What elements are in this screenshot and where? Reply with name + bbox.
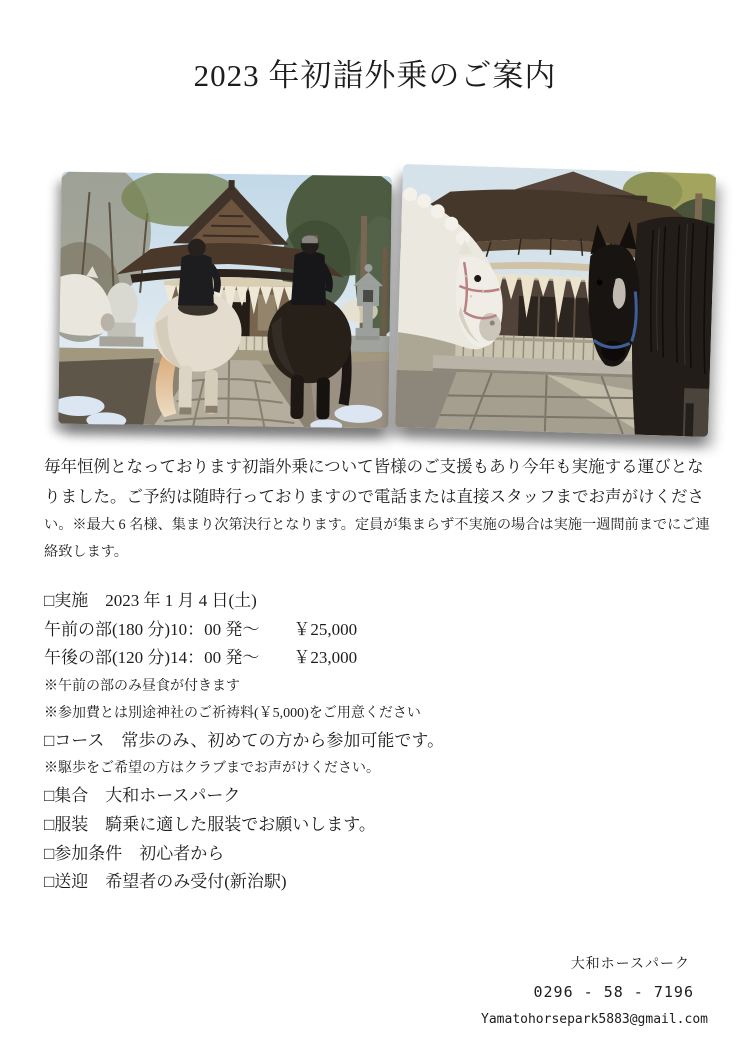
details-list xyxy=(44,587,734,897)
detail-line-fee-note: ※参加費とは別途神社のご祈祷料(￥5,000)をご用意ください xyxy=(44,705,421,721)
intro-line: りました。ご予約は随時行っておりますので電話または直接スタッフまでお声がけくださ xyxy=(44,487,704,506)
detail-line-meeting-place: □集合 大和ホースパーク xyxy=(44,786,241,806)
detail-line-afternoon-price: 午後の部(120 分)14：00 発～ ￥23,000 xyxy=(44,648,358,668)
detail-line-course: □コース 常歩のみ、初めての方から参加可能です。 xyxy=(44,730,445,750)
photo-shrine-riders xyxy=(58,172,391,429)
horses-closeup-illustration xyxy=(395,164,716,437)
detail-line-pickup: □送迎 希望者のみ受付(新治駅) xyxy=(44,872,287,892)
intro-line: 毎年恒例となっております初詣外乗について皆様のご支援もあり今年も実施する運びとな xyxy=(44,457,704,476)
detail-line-clothing: □服装 騎乗に適した服装でお願いします。 xyxy=(44,814,376,834)
email-address: Yamatohorsepark5883@gmail.com xyxy=(481,1012,708,1027)
intro-line: 絡致します。 xyxy=(44,544,128,560)
detail-line-canter-note: ※駆歩をご希望の方はクラブまでお声がけください。 xyxy=(44,761,380,777)
intro-line: い。※最大 6 名様、集まり次第決行となります。定員が集まらず不実施の場合は実施一週間前までにご連 xyxy=(44,517,710,533)
photo-shrine-horses-closeup xyxy=(395,164,716,437)
page-title: 2023 年初詣外乗のご案内 xyxy=(193,58,557,93)
contact-block xyxy=(481,950,708,1034)
organizer-name: 大和ホースパーク xyxy=(570,956,690,972)
detail-line-morning-price: 午前の部(180 分)10：00 発～ ￥25,000 xyxy=(44,619,358,639)
intro-paragraph xyxy=(44,452,734,566)
detail-line-lunch-note: ※午前の部のみ昼食が付きます xyxy=(44,678,240,694)
shrine-riders-illustration xyxy=(58,172,391,429)
detail-line-requirements: □参加条件 初心者から xyxy=(44,843,225,863)
phone-number: 0296 - 58 - 7196 xyxy=(533,983,694,1001)
detail-line-date: □実施 2023 年 1 月 4 日(土) xyxy=(44,591,257,610)
